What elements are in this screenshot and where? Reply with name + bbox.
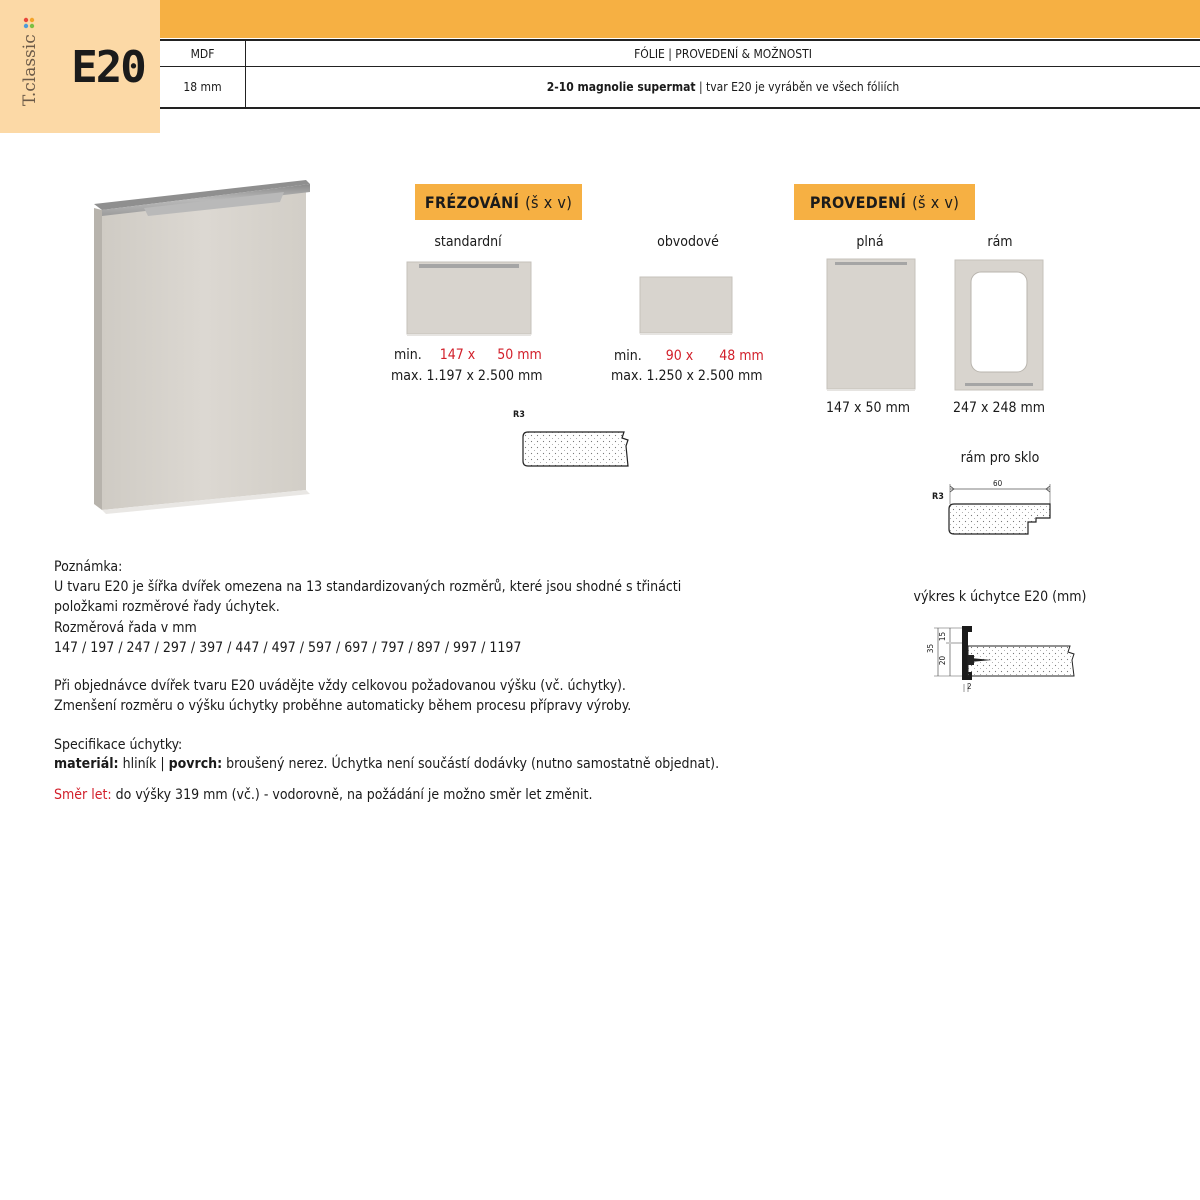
provedeni-suffix: (š x v) bbox=[912, 192, 960, 212]
handle-dim-20: 20 bbox=[938, 655, 948, 666]
rada-values: 147 / 197 / 247 / 297 / 397 / 447 / 497 / 597 / 697 / 797 / 897 / 997 / 1197 bbox=[54, 640, 522, 656]
logo-text: T.classic bbox=[20, 34, 40, 106]
spec-line bbox=[54, 754, 719, 774]
poznamka-line-1: U tvaru E20 je šířka dvířek omezena na 13 standardizovaných rozměrů, které jsou shodné s třinácti bbox=[54, 579, 682, 595]
spec-surface-label: povrch: bbox=[168, 756, 223, 772]
folie-name: 2-10 magnolie supermat bbox=[546, 80, 696, 94]
order-line-1: Při objednávce dvířek tvaru E20 uvádějte vždy celkovou požadovanou výšku (vč. úchytky). bbox=[54, 678, 626, 694]
plna-door-thumbnail bbox=[825, 257, 919, 393]
standard-label: standardní bbox=[434, 234, 502, 250]
obvodove-label: obvodové bbox=[657, 234, 719, 250]
ram-label: rám bbox=[987, 234, 1013, 250]
provedeni-tag bbox=[794, 184, 975, 220]
handle-dim-15: 15 bbox=[938, 631, 948, 642]
rada-title: Rozměrová řada v mm bbox=[54, 620, 197, 636]
frezovani-profile-drawing bbox=[518, 422, 636, 472]
obvodove-max: max. 1.250 x 2.500 mm bbox=[611, 368, 763, 384]
handle-dim-35: 35 bbox=[926, 643, 936, 654]
obvodove-min bbox=[614, 348, 764, 364]
ram-sklo-dimension: 60 bbox=[993, 479, 1003, 488]
obvodove-min-width: 90 x bbox=[665, 348, 694, 364]
obvodove-min-height: 48 mm bbox=[719, 348, 764, 364]
standard-min-label: min. bbox=[394, 347, 422, 363]
frezovani-suffix: (š x v) bbox=[525, 192, 573, 212]
table-value-folie bbox=[246, 67, 1200, 107]
standard-min-height: 50 mm bbox=[497, 347, 542, 363]
spec-material-value: hliník | bbox=[122, 756, 165, 772]
ram-size: 247 x 248 mm bbox=[953, 400, 1046, 416]
ram-door-thumbnail bbox=[953, 258, 1047, 394]
plna-size: 147 x 50 mm bbox=[826, 400, 911, 416]
grain-value: do výšky 319 mm (vč.) - vodorovně, na požádání je možno směr let změnit. bbox=[115, 787, 593, 803]
obvodove-door-thumbnail bbox=[638, 275, 736, 337]
ram-sklo-label: rám pro sklo bbox=[960, 450, 1040, 466]
header-orange-bar bbox=[160, 0, 1200, 38]
spec-table bbox=[160, 38, 1200, 108]
handle-drawing-title: výkres k úchytce E20 (mm) bbox=[913, 589, 1087, 605]
spec-material-label: materiál: bbox=[54, 756, 119, 772]
plna-label: plná bbox=[856, 234, 884, 250]
folie-note: | tvar E20 je vyráběn ve všech fóliích bbox=[698, 80, 900, 94]
grain-line bbox=[54, 785, 592, 805]
frezovani-tag bbox=[415, 184, 582, 220]
standard-min bbox=[394, 347, 542, 363]
door-product-image bbox=[88, 172, 322, 518]
handle-dim-2: 2 bbox=[967, 682, 972, 691]
table-header-mdf: MDF bbox=[190, 46, 215, 61]
poznamka-line-2: položkami rozměrové řady úchytek. bbox=[54, 599, 280, 615]
poznamka-title: Poznámka: bbox=[54, 559, 123, 575]
ram-sklo-profile-label: R3 bbox=[932, 492, 944, 502]
frezovani-title: FRÉZOVÁNÍ bbox=[424, 192, 520, 212]
standard-min-width: 147 x bbox=[439, 347, 476, 363]
standard-door-thumbnail bbox=[405, 260, 533, 336]
table-header-folie: FÓLIE | PROVEDENÍ & MOŽNOSTI bbox=[634, 46, 812, 61]
table-value-thickness: 18 mm bbox=[183, 80, 222, 94]
grain-label: Směr let: bbox=[54, 787, 112, 803]
order-line-2: Zmenšení rozměru o výšku úchytky proběhne automaticky během procesu přípravy výroby. bbox=[54, 698, 632, 714]
spec-surface-value: broušený nerez. Úchytka není součástí dodávky (nutno samostatně objednat). bbox=[226, 756, 720, 772]
obvodove-min-label: min. bbox=[614, 348, 642, 364]
spec-title: Specifikace úchytky: bbox=[54, 737, 183, 753]
provedeni-title: PROVEDENÍ bbox=[809, 192, 907, 212]
frezovani-profile-label: R3 bbox=[513, 410, 525, 420]
model-code: E20 bbox=[71, 42, 145, 93]
standard-max: max. 1.197 x 2.500 mm bbox=[391, 368, 543, 384]
